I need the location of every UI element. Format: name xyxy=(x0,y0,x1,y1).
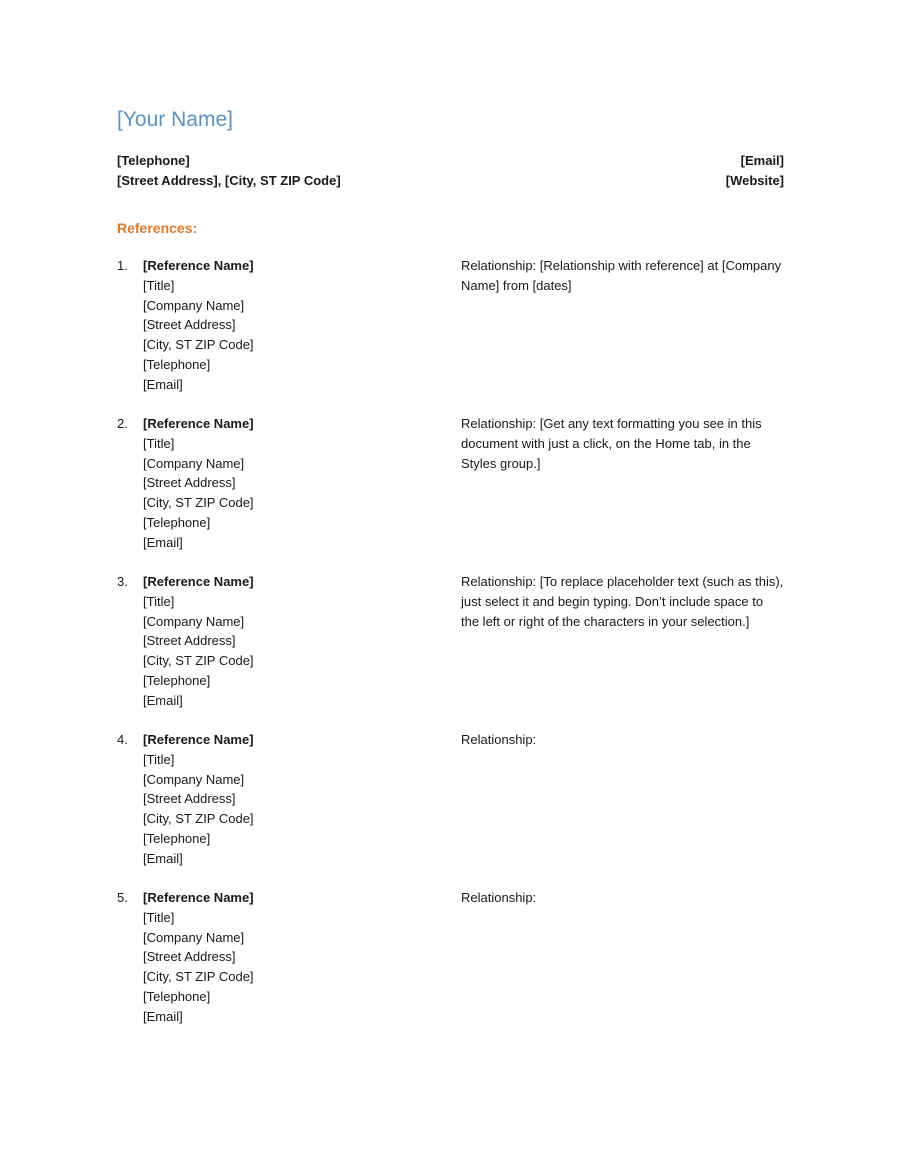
reference-title: [Title] xyxy=(143,435,175,451)
reference-details xyxy=(143,256,443,395)
reference-item xyxy=(117,730,784,888)
reference-email: [Email] xyxy=(143,850,183,866)
reference-details xyxy=(143,888,443,1027)
reference-telephone: [Telephone] xyxy=(143,356,211,372)
reference-company: [Company Name] xyxy=(143,613,245,629)
reference-name: [Reference Name] xyxy=(143,890,254,905)
reference-title: [Title] xyxy=(143,593,175,609)
contact-left xyxy=(117,151,341,191)
reference-details xyxy=(143,414,443,553)
reference-relationship: Relationship: xyxy=(461,890,537,905)
reference-email: [Email] xyxy=(143,534,183,550)
reference-street: [Street Address] xyxy=(143,475,236,491)
references-list xyxy=(117,256,784,1046)
reference-item xyxy=(117,414,784,572)
reference-city: [City, ST ZIP Code] xyxy=(143,811,254,827)
reference-telephone: [Telephone] xyxy=(143,514,211,530)
reference-details xyxy=(143,730,443,869)
references-heading: References: xyxy=(117,220,198,236)
applicant-telephone: [Telephone] xyxy=(117,153,190,168)
reference-name: [Reference Name] xyxy=(143,574,254,589)
reference-street: [Street Address] xyxy=(143,317,236,333)
reference-company: [Company Name] xyxy=(143,929,245,945)
reference-title: [Title] xyxy=(143,909,175,925)
reference-title: [Title] xyxy=(143,277,175,293)
reference-street: [Street Address] xyxy=(143,949,236,965)
reference-number: 5. xyxy=(117,890,128,905)
reference-city: [City, ST ZIP Code] xyxy=(143,969,254,985)
reference-number: 3. xyxy=(117,574,128,589)
reference-company: [Company Name] xyxy=(143,455,245,471)
reference-city: [City, ST ZIP Code] xyxy=(143,495,254,511)
reference-details xyxy=(143,572,443,711)
reference-item xyxy=(117,572,784,730)
reference-company: [Company Name] xyxy=(143,771,245,787)
reference-relationship: Relationship: [To replace placeholder text (such as this), just select it and begin typing. Don’t include space to the left or right of the characters in your selection.] xyxy=(461,574,784,629)
reference-relationship: Relationship: [Get any text formatting you see in this document with just a click, on the Home tab, in the Styles group.] xyxy=(461,416,762,471)
applicant-website: [Website] xyxy=(725,173,784,188)
applicant-email: [Email] xyxy=(740,153,784,168)
reference-number: 2. xyxy=(117,416,128,431)
reference-telephone: [Telephone] xyxy=(143,672,211,688)
reference-item xyxy=(117,256,784,414)
applicant-address: [Street Address], [City, ST ZIP Code] xyxy=(117,173,341,188)
reference-item xyxy=(117,888,784,1046)
reference-email: [Email] xyxy=(143,1008,183,1024)
reference-name: [Reference Name] xyxy=(143,258,254,273)
contact-right xyxy=(726,151,784,191)
reference-street: [Street Address] xyxy=(143,633,236,649)
reference-telephone: [Telephone] xyxy=(143,830,211,846)
reference-relationship: Relationship: xyxy=(461,732,537,747)
reference-number: 1. xyxy=(117,258,128,273)
reference-city: [City, ST ZIP Code] xyxy=(143,337,254,353)
reference-telephone: [Telephone] xyxy=(143,988,211,1004)
reference-city: [City, ST ZIP Code] xyxy=(143,653,254,669)
reference-street: [Street Address] xyxy=(143,791,236,807)
reference-number: 4. xyxy=(117,732,128,747)
document-page xyxy=(117,0,784,1165)
reference-name: [Reference Name] xyxy=(143,732,254,747)
reference-company: [Company Name] xyxy=(143,297,245,313)
reference-name: [Reference Name] xyxy=(143,416,254,431)
reference-relationship: Relationship: [Relationship with reference] at [Company Name] from [dates] xyxy=(461,258,782,293)
applicant-name: [Your Name] xyxy=(117,108,233,131)
reference-title: [Title] xyxy=(143,751,175,767)
reference-email: [Email] xyxy=(143,376,183,392)
reference-email: [Email] xyxy=(143,692,183,708)
